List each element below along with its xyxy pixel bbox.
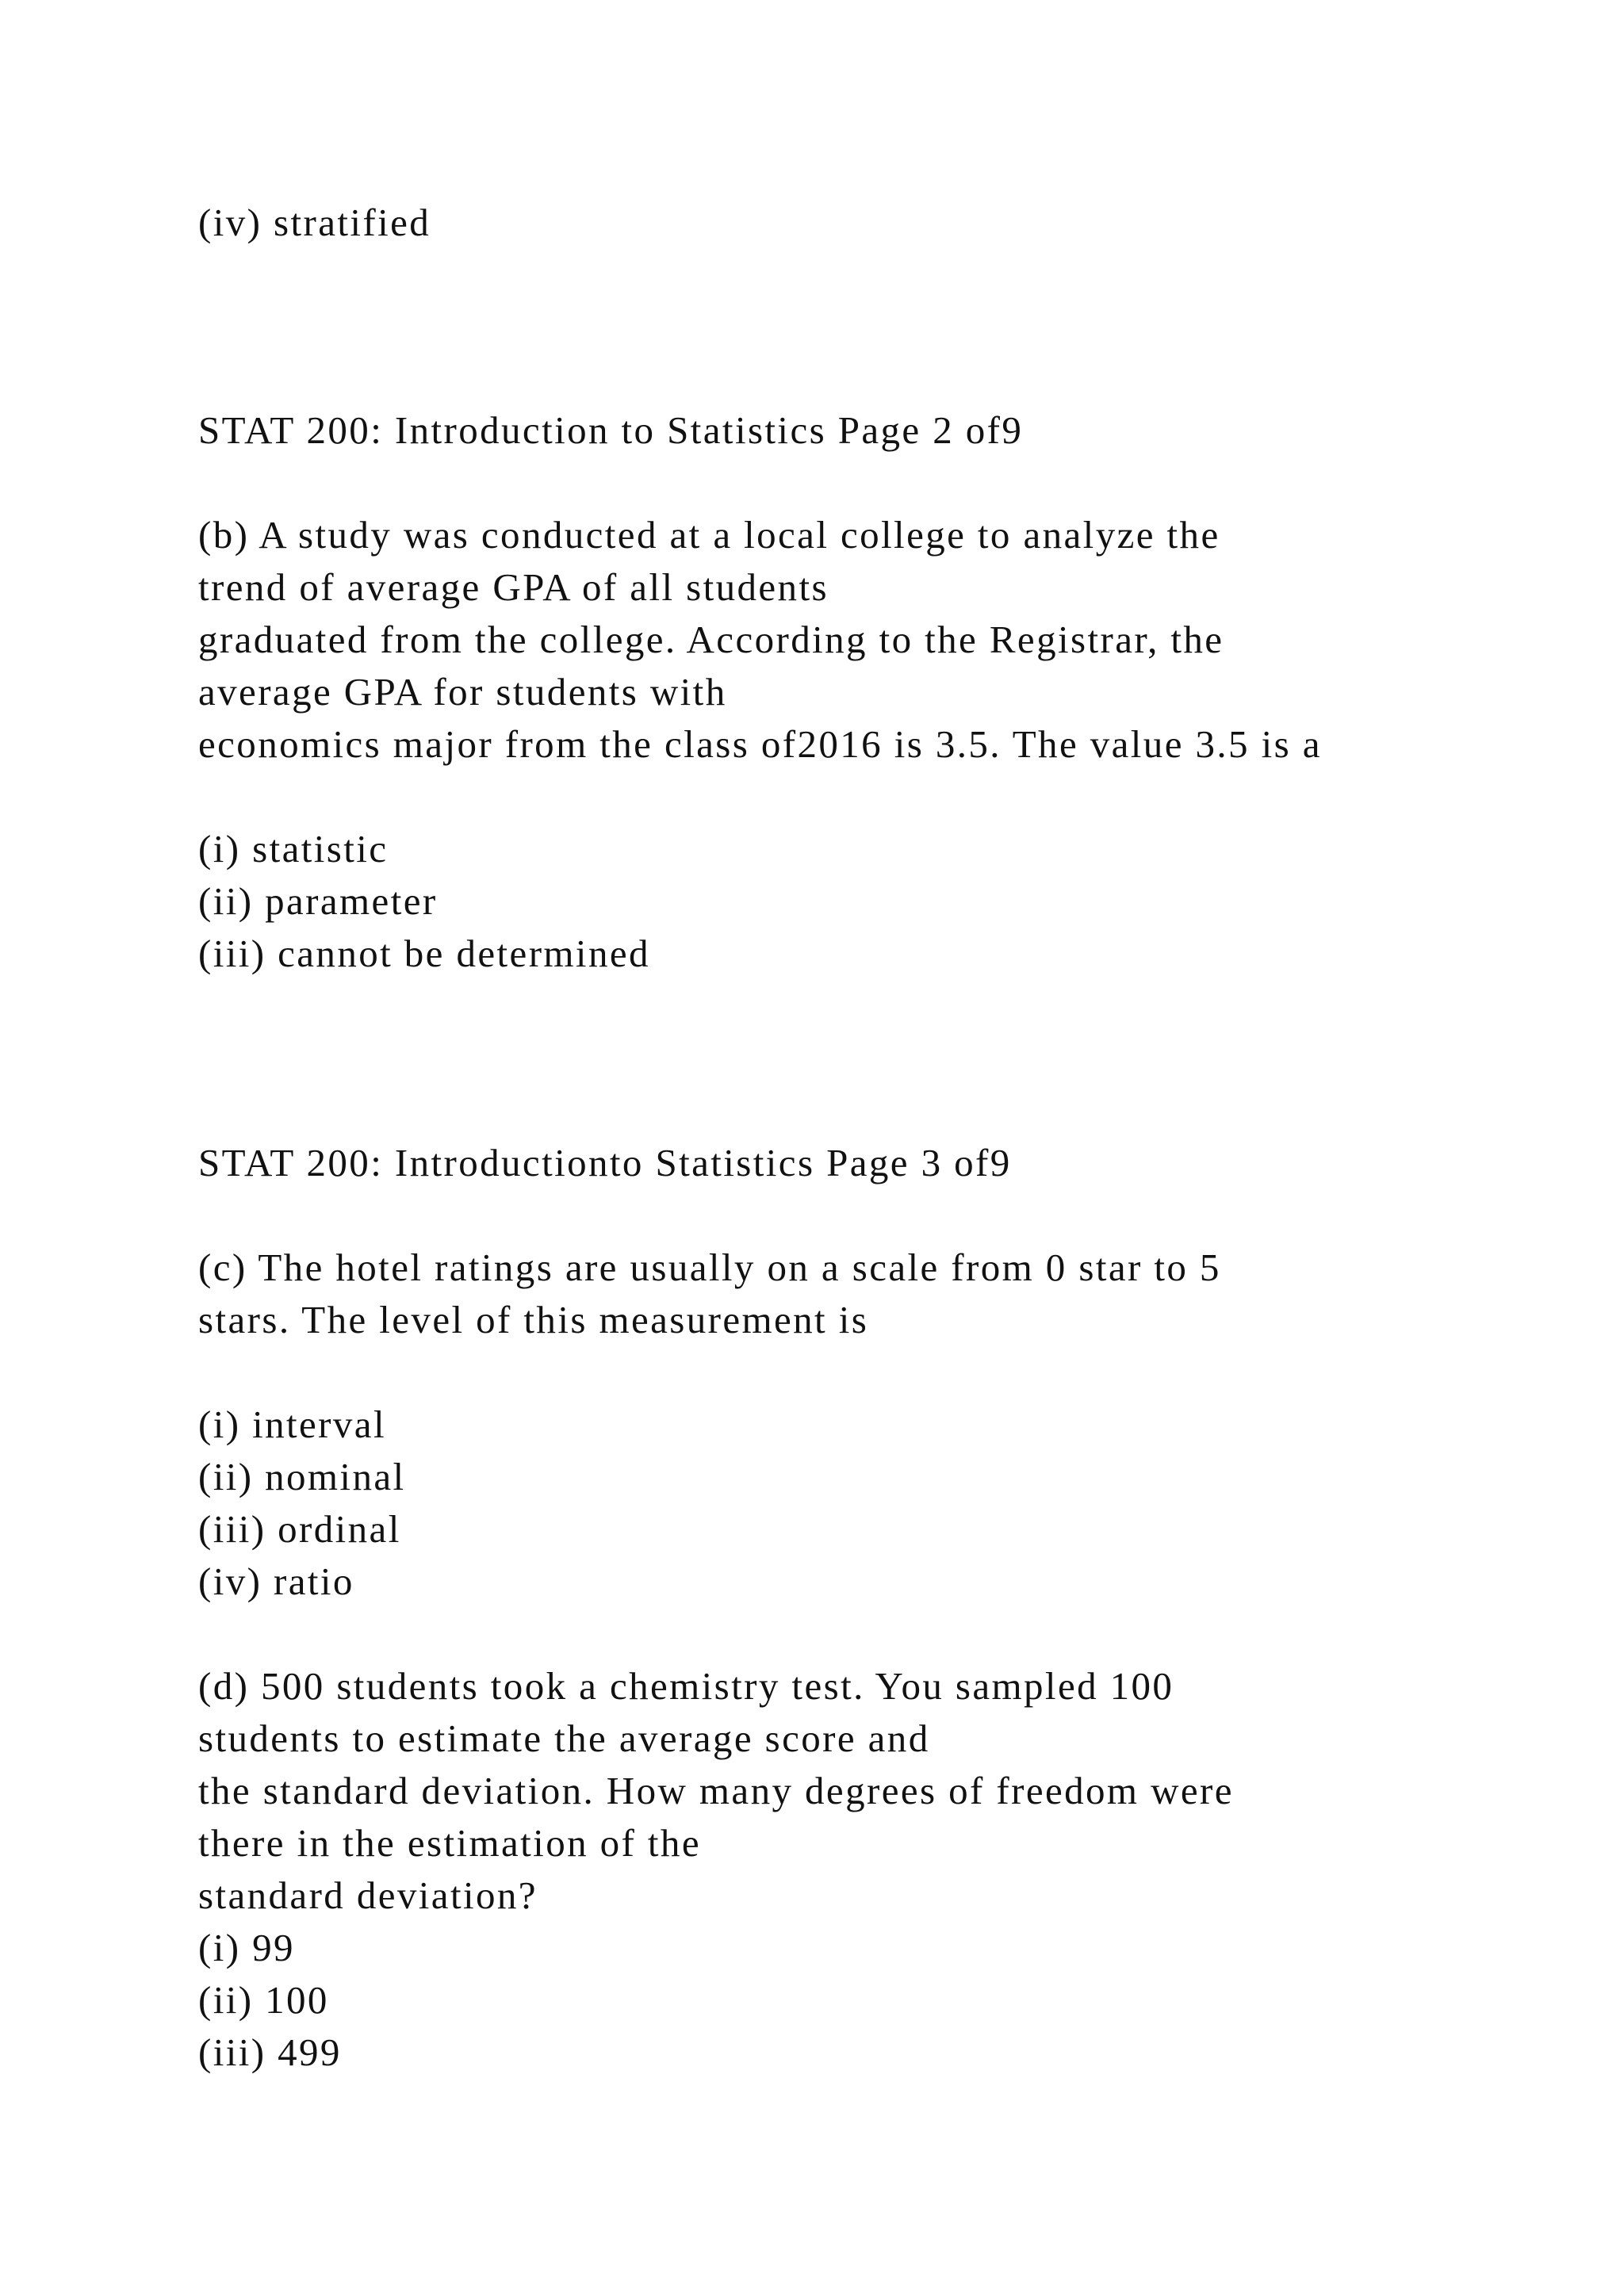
question-d-line-1: (d) 500 students took a chemistry test. You sampled 100 xyxy=(198,1664,1174,1708)
question-b-line-5: economics major from the class of2016 is 3.5. The value 3.5 is a xyxy=(198,722,1322,766)
question-c-line-2: stars. The level of this measurement is xyxy=(198,1298,869,1341)
option-c-ii: (ii) nominal xyxy=(198,1455,406,1498)
question-d-line-5: standard deviation? xyxy=(198,1873,538,1917)
question-d-line-3: the standard deviation. How many degrees of freedom were xyxy=(198,1769,1234,1812)
page-header-2: STAT 200: Introduction to Statistics Page 2 of9 xyxy=(198,408,1024,452)
question-c-line-1: (c) The hotel ratings are usually on a scale from 0 star to 5 xyxy=(198,1246,1221,1289)
option-b-ii: (ii) parameter xyxy=(198,879,438,923)
question-b-line-3: graduated from the college. According to the Registrar, the xyxy=(198,618,1224,661)
option-d-i: (i) 99 xyxy=(198,1926,295,1969)
question-b-line-1: (b) A study was conducted at a local college to analyze the xyxy=(198,513,1220,557)
option-c-iii: (iii) ordinal xyxy=(198,1507,401,1551)
option-d-iii: (iii) 499 xyxy=(198,2030,342,2074)
question-b-line-4: average GPA for students with xyxy=(198,670,727,714)
question-d-line-4: there in the estimation of the xyxy=(198,1821,701,1865)
option-c-i: (i) interval xyxy=(198,1402,386,1446)
option-iv-stratified: (iv) stratified xyxy=(198,201,431,244)
option-b-iii: (iii) cannot be determined xyxy=(198,932,650,975)
option-b-i: (i) statistic xyxy=(198,827,389,871)
question-d-line-2: students to estimate the average score and xyxy=(198,1716,930,1760)
option-c-iv: (iv) ratio xyxy=(198,1559,354,1603)
page-header-3: STAT 200: Introductionto Statistics Page 3 of9 xyxy=(198,1141,1012,1184)
option-d-ii: (ii) 100 xyxy=(198,1978,329,2022)
question-b-line-2: trend of average GPA of all students xyxy=(198,565,829,609)
